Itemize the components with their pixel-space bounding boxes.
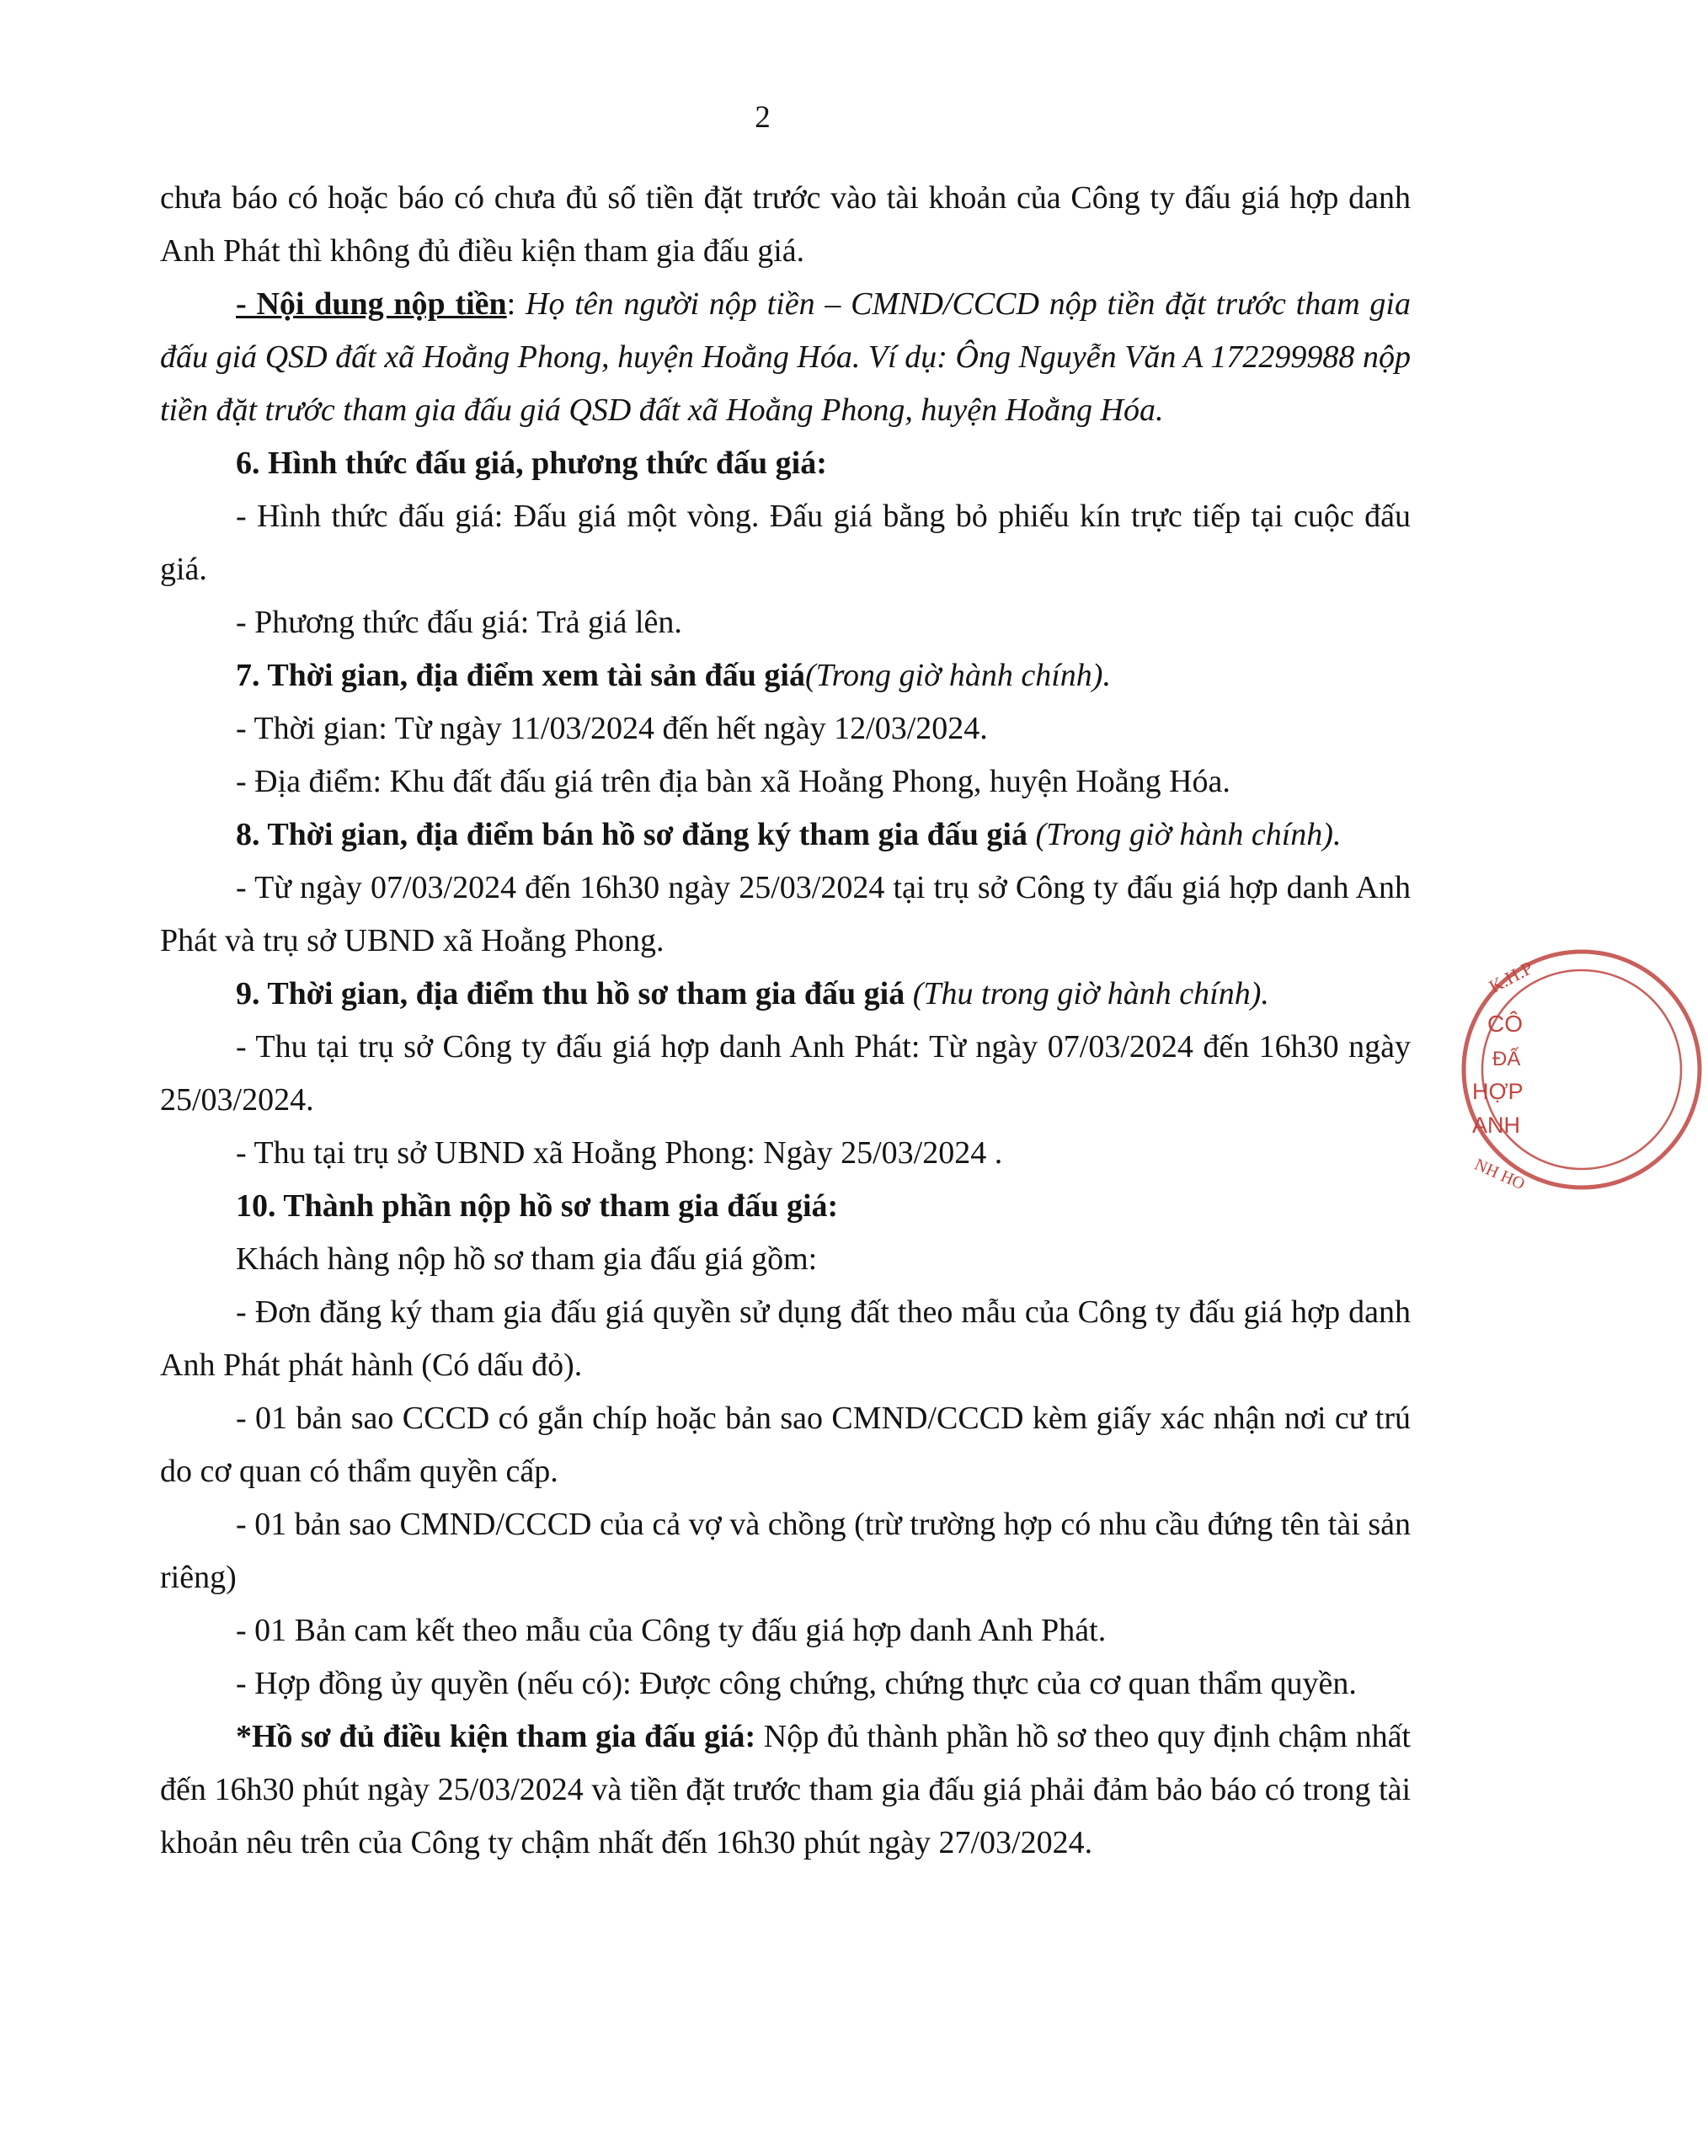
paragraph-viewing-time: - Thời gian: Từ ngày 11/03/2024 đến hết ngày 12/03/2024. [236,711,988,746]
section-heading-9: 9. Thời gian, địa điểm thu hồ sơ tham gia đấu giá (Thu trong giờ hành chính). [236,976,1269,1011]
paragraph-dossier-intro: Khách hàng nộp hồ sơ tham gia đấu giá gồm: [236,1241,818,1277]
seal-line-4: ANH [1472,1113,1521,1138]
paragraph-auction-form: - Hình thức đấu giá: Đấu giá một vòng. Đấu giá bằng bỏ phiếu kín trực tiếp tại cuộc đấu giá. [160,499,1411,587]
list-item-id-copy: - 01 bản sao CCCD có gắn chíp hoặc bản sao CMND/CCCD kèm giấy xác nhận nơi cư trú do cơ quan có thẩm quyền cấp. [160,1401,1411,1489]
page-number: 2 [755,100,771,135]
document-body [160,172,1411,1870]
list-item-registration-form: - Đơn đăng ký tham gia đấu giá quyền sử dụng đất theo mẫu của Công ty đấu giá hợp danh Anh Phát phát hành (Có dấu đỏ). [160,1294,1411,1383]
seal-bottom-text: NH HO [1471,1155,1528,1194]
paragraph-collection-company: - Thu tại trụ sở Công ty đấu giá hợp danh Anh Phát: Từ ngày 07/03/2024 đến 16h30 ngày 25/03/2024. [160,1029,1411,1118]
paragraph-payment-content: - Nội dung nộp tiền: Họ tên người nộp tiền – CMND/CCCD nộp tiền đặt trước tham gia đấu giá QSD đất xã Hoằng Phong, huyện Hoằng Hóa. Ví dụ: Ông Nguyễn Văn A 172299988 nộp tiền đặt trước tham gia đấu giá QSD đất xã Hoằng Phong, huyện Hoằng Hóa. [160,286,1411,428]
paragraph-deposit-condition: chưa báo có hoặc báo có chưa đủ số tiền đặt trước vào tài khoản của Công ty đấu giá hợp danh Anh Phát thì không đủ điều kiện tham gia đấu giá. [160,180,1411,269]
paragraph-viewing-location: - Địa điểm: Khu đất đấu giá trên địa bàn xã Hoằng Phong, huyện Hoằng Hóa. [236,764,1230,799]
seal-ring-text: K.H.P [1485,957,1537,998]
paragraph-eligibility: *Hồ sơ đủ điều kiện tham gia đấu giá: Nộp đủ thành phần hồ sơ theo quy định chậm nhất đến 16h30 phút ngày 25/03/2024 và tiền đặt trước tham gia đấu giá phải đảm bảo báo có trong tài khoản nêu trên của Công ty chậm nhất đến 16h30 phút ngày 27/03/2024. [160,1719,1411,1860]
seal-line-1: CÔ [1487,1011,1523,1037]
section-heading-7: 7. Thời gian, địa điểm xem tài sản đấu giá(Trong giờ hành chính). [236,658,1111,693]
eligibility-label: *Hồ sơ đủ điều kiện tham gia đấu giá: [236,1719,756,1754]
paragraph-collection-commune: - Thu tại trụ sở UBND xã Hoằng Phong: Ngày 25/03/2024 . [236,1135,1003,1171]
seal-line-3: HỢP [1472,1079,1524,1104]
company-seal [1455,931,1708,1209]
section-heading-6: 6. Hình thức đấu giá, phương thức đấu giá: [236,446,827,481]
section-heading-10: 10. Thành phần nộp hồ sơ tham gia đấu giá: [236,1188,839,1224]
list-item-commitment: - 01 Bản cam kết theo mẫu của Công ty đấu giá hợp danh Anh Phát. [236,1613,1107,1648]
paragraph-auction-method: - Phương thức đấu giá: Trả giá lên. [236,605,682,640]
payment-content-label: - Nội dung nộp tiền [236,286,507,322]
paragraph-sale-period: - Từ ngày 07/03/2024 đến 16h30 ngày 25/03/2024 tại trụ sở Công ty đấu giá hợp danh Anh Phát và trụ sở UBND xã Hoằng Phong. [160,870,1411,958]
section-heading-8: 8. Thời gian, địa điểm bán hồ sơ đăng ký tham gia đấu giá (Trong giờ hành chính). [236,817,1342,852]
list-item-spouse-id: - 01 bản sao CMND/CCCD của cả vợ và chồng (trừ trường hợp có nhu cầu đứng tên tài sản riêng) [160,1507,1411,1595]
seal-line-2: ĐẤ [1492,1048,1521,1070]
list-item-authorization: - Hợp đồng ủy quyền (nếu có): Được công chứng, chứng thực của cơ quan thẩm quyền. [236,1666,1357,1701]
